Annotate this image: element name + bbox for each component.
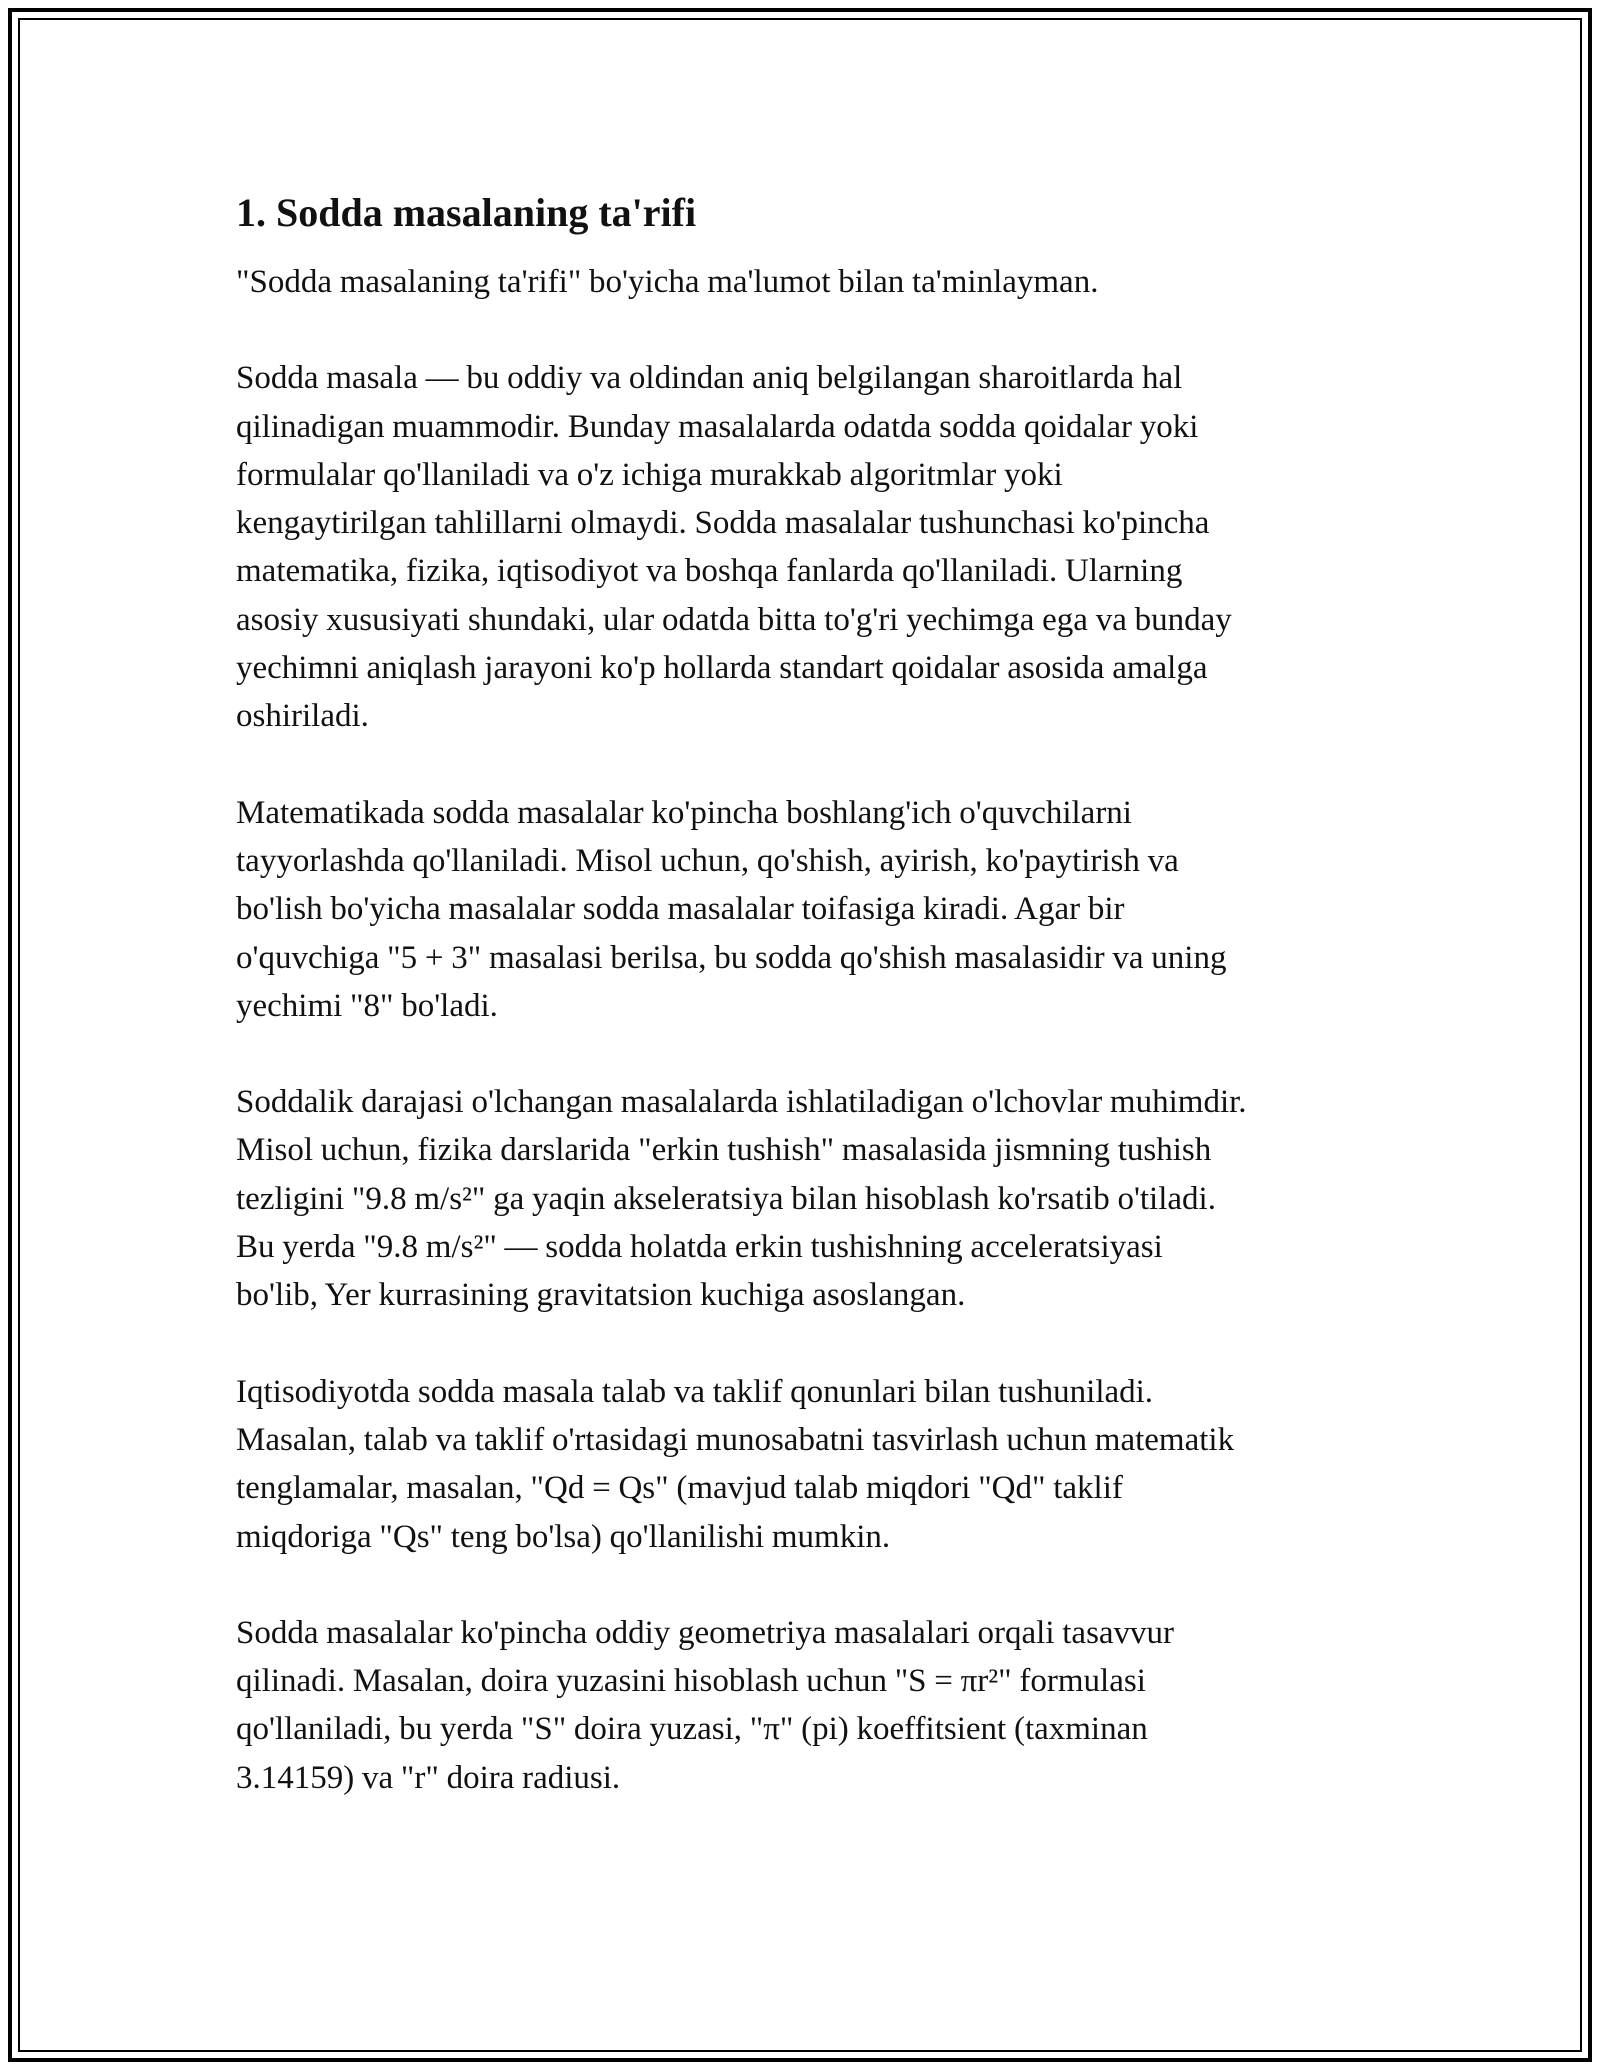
paragraph-line: Iqtisodiyotda sodda masala talab va taklif qonunlari bilan tushuniladi. <box>236 1373 1154 1410</box>
paragraph-line: bo'lib, Yer kurrasining gravitatsion kuchiga asoslangan. <box>236 1277 966 1314</box>
paragraph-line: asosiy xususiyati shundaki, ular odatda bitta to'g'ri yechimga ega va bunday <box>236 601 1232 638</box>
paragraph-line: Masalan, talab va taklif o'rtasidagi munosabatni tasvirlash uchun matematik <box>236 1421 1235 1458</box>
mathematics-paragraph <box>236 789 1376 1030</box>
section-title: 1. Sodda masalaning ta'rifi <box>236 190 697 235</box>
paragraph-line: matematika, fizika, iqtisodiyot va boshqa fanlarda qo'llaniladi. Ularning <box>236 553 1183 590</box>
paragraph-line: tezligini "9.8 m/s²" ga yaqin akseleratsiya bilan hisoblash ko'rsatib o'tiladi. <box>236 1180 1216 1217</box>
paragraph-line: qilinadi. Masalan, doira yuzasini hisoblash uchun "S = πr²" formulasi <box>236 1663 1146 1700</box>
paragraph-line: o'quvchiga "5 + 3" masalasi berilsa, bu sodda qo'shish masalasidir va uning <box>236 939 1227 976</box>
paragraph-line: formulalar qo'llaniladi va o'z ichiga murakkab algoritmlar yoki <box>236 456 1063 493</box>
document-body <box>236 188 1376 1850</box>
definition-paragraph <box>236 354 1376 740</box>
paragraph-line: Sodda masala — bu oddiy va oldindan aniq belgilangan sharoitlarda hal <box>236 360 1183 397</box>
paragraph-line: Bu yerda "9.8 m/s²" — sodda holatda erkin tushishning acceleratsiyasi <box>236 1229 1163 1266</box>
paragraph-line: kengaytirilgan tahlillarni olmaydi. Sodda masalalar tushunchasi ko'pincha <box>236 505 1210 542</box>
paragraph-line: Soddalik darajasi o'lchangan masalalarda ishlatiladigan o'lchovlar muhimdir. <box>236 1084 1247 1121</box>
geometry-paragraph <box>236 1609 1376 1802</box>
paragraph-line: yechimi "8" bo'ladi. <box>236 987 498 1024</box>
paragraph-line: oshiriladi. <box>236 698 369 735</box>
intro-paragraph <box>236 258 1376 306</box>
paragraph-line: "Sodda masalaning ta'rifi" bo'yicha ma'lumot bilan ta'minlayman. <box>236 264 1099 300</box>
paragraph-line: Sodda masalalar ko'pincha oddiy geometriya masalalari orqali tasavvur <box>236 1614 1175 1651</box>
paragraph-line: tayyorlashda qo'llaniladi. Misol uchun, qo'shish, ayirish, ko'paytirish va <box>236 842 1179 879</box>
physics-paragraph <box>236 1078 1376 1319</box>
paragraph-line: bo'lish bo'yicha masalalar sodda masalalar toifasiga kiradi. Agar bir <box>236 891 1125 928</box>
paragraph-line: qilinadigan muammodir. Bunday masalalarda odatda sodda qoidalar yoki <box>236 408 1199 445</box>
paragraph-line: tenglamalar, masalan, "Qd = Qs" (mavjud talab miqdori "Qd" taklif <box>236 1470 1123 1507</box>
economics-paragraph <box>236 1368 1376 1561</box>
paragraph-line: qo'llaniladi, bu yerda "S" doira yuzasi, "π" (pi) koeffitsient (taxminan <box>236 1711 1148 1748</box>
paragraph-line: yechimni aniqlash jarayoni ko'p hollarda standart qoidalar asosida amalga <box>236 650 1208 687</box>
paragraph-line: Matematikada sodda masalalar ko'pincha boshlang'ich o'quvchilarni <box>236 794 1132 831</box>
paragraph-line: Misol uchun, fizika darslarida "erkin tushish" masalasida jismning tushish <box>236 1132 1212 1169</box>
paragraph-line: miqdoriga "Qs" teng bo'lsa) qo'llanilishi mumkin. <box>236 1518 891 1555</box>
paragraph-line: 3.14159) va "r" doira radiusi. <box>236 1759 621 1796</box>
